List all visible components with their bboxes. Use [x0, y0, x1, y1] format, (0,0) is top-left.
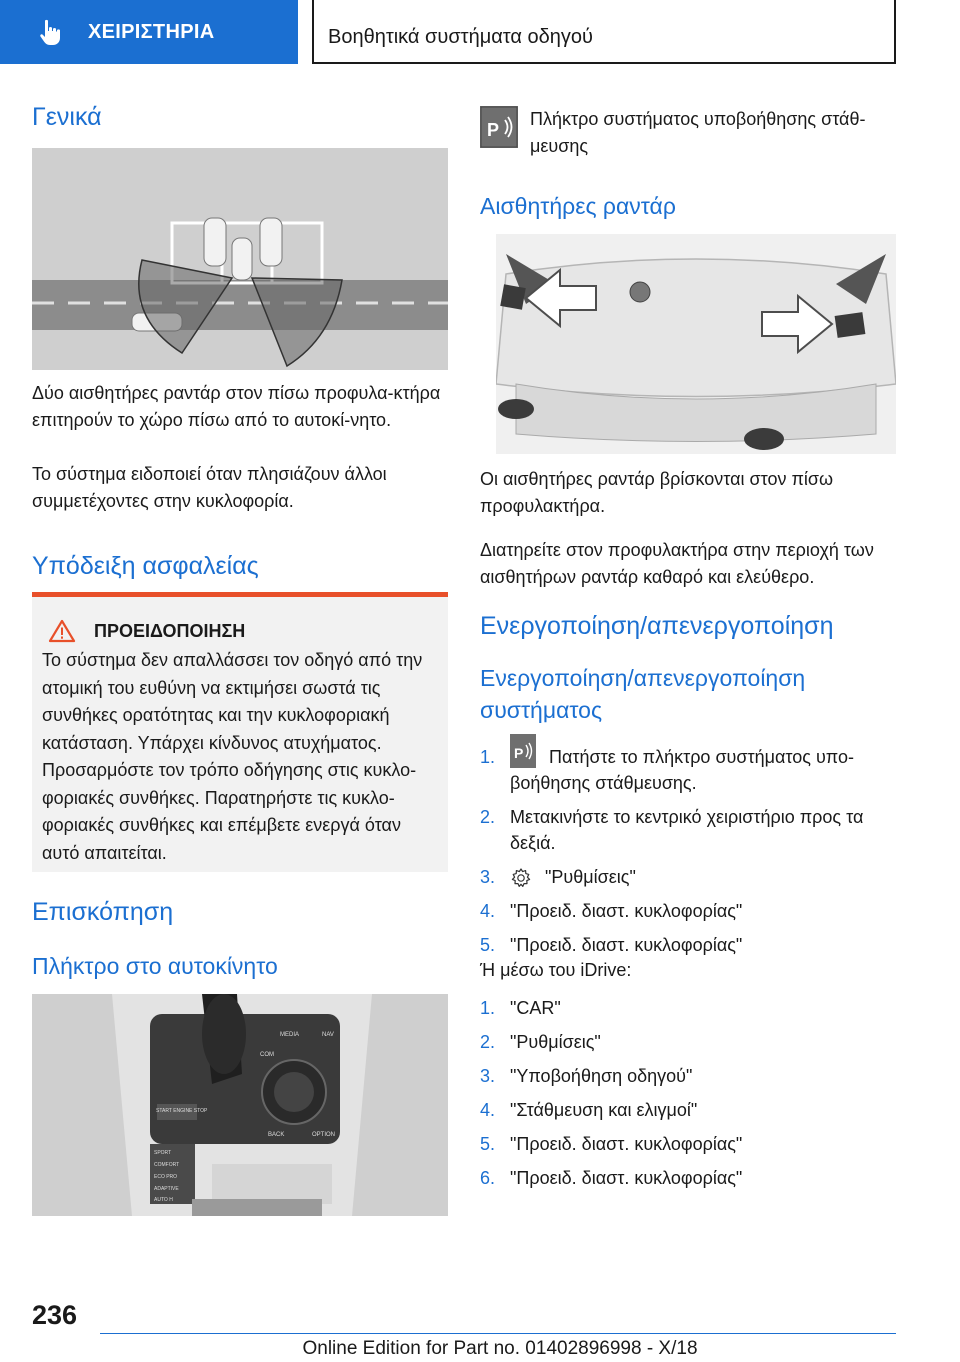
step-text: Πατήστε το πλήκτρο συστήματος υπο-βοήθησης στάθμευσης.: [510, 747, 854, 793]
step-number: 3.: [480, 867, 496, 887]
page-number: 236: [32, 1300, 78, 1330]
step-number: 4.: [480, 901, 496, 921]
list-item: [480, 1063, 896, 1089]
svg-text:P: P: [487, 120, 500, 140]
console-label-eco-pro: ECO PRO: [154, 1174, 178, 1180]
list-item: [480, 932, 896, 958]
console-label-sport: SPORT: [154, 1150, 172, 1156]
list-item: [480, 1131, 896, 1157]
console-label-auto-h: AUTO H: [154, 1197, 173, 1203]
step-text: "Προειδ. διαστ. κυκλοφορίας": [510, 935, 743, 955]
console-label-media: MEDIA: [280, 1032, 300, 1038]
step-number: 2.: [480, 807, 496, 827]
caption-park-assist-button: Πλήκτρο συστήματος υποβοήθησης στάθ-μευσης: [530, 109, 866, 156]
step-number: 6.: [480, 1168, 496, 1188]
console-label-com: COM: [260, 1052, 274, 1058]
step-text: "Ρυθμίσεις": [545, 867, 636, 887]
list-item: [480, 1029, 896, 1055]
step-text: "Προειδ. διαστ. κυκλοφορίας": [510, 1134, 743, 1154]
console-label-adaptive: ADAPTIVE: [154, 1186, 179, 1192]
warning-title-row: [48, 619, 436, 643]
illustration-parking-sensors: [32, 148, 448, 370]
paragraph-sensors-location: Οι αισθητήρες ραντάρ βρίσκονται στον πίσω προφυλακτήρα.: [480, 469, 834, 516]
heading-activation-system: Ενεργοποίηση/απενεργοποίηση συστήματος: [480, 665, 806, 723]
illustration-rear-bumper: [496, 234, 896, 454]
list-item: [480, 995, 896, 1021]
list-item: [480, 898, 896, 924]
list-item: [480, 1097, 896, 1123]
step-number: 5.: [480, 1134, 496, 1154]
footer-divider: [100, 1333, 896, 1334]
list-item: [480, 1165, 896, 1191]
steps-list-button: [480, 744, 896, 966]
console-label-nav: NAV: [322, 1032, 334, 1038]
list-item: [480, 864, 896, 890]
console-label-back: BACK: [268, 1132, 285, 1138]
console-label-comfort: COMFORT: [154, 1162, 180, 1168]
park-assist-button-icon: [510, 734, 536, 768]
step-number: 5.: [480, 935, 496, 955]
step-text: "Προειδ. διαστ. κυκλοφορίας": [510, 901, 743, 921]
heading-general: Γενικά: [32, 103, 102, 131]
park-assist-button-icon: [480, 106, 518, 148]
paragraph-keep-clean: Διατηρείτε στον προφυλακτήρα στην περιοχή των αισθητήρων ραντάρ καθαρό και ελεύθερο.: [480, 540, 874, 587]
step-text: "Ρυθμίσεις": [510, 1032, 601, 1052]
step-text: "Υποβοήθηση οδηγού": [510, 1066, 693, 1086]
step-text: "CAR": [510, 998, 561, 1018]
heading-activation: Ενεργοποίηση/απενεργοποίηση: [480, 612, 834, 640]
step-number: 4.: [480, 1100, 496, 1120]
heading-overview: Επισκόπηση: [32, 898, 174, 926]
hand-pointer-icon: [36, 17, 66, 47]
section-tab-label: ΧΕΙΡΙΣΤΗΡΙΑ: [88, 20, 215, 43]
list-item: [480, 804, 896, 856]
svg-text:P: P: [514, 745, 524, 762]
console-label-start-stop: START ENGINE STOP: [156, 1108, 208, 1114]
step-number: 1.: [480, 747, 496, 767]
gear-icon: [510, 867, 532, 889]
step-text: "Στάθμευση και ελιγμοί": [510, 1100, 698, 1120]
console-label-option: OPTION: [312, 1132, 336, 1138]
warning-title: ΠΡΟΕΙΔΟΠΟΙΗΣΗ: [94, 620, 246, 641]
warning-box: [32, 592, 448, 872]
steps-list-idrive: [480, 995, 896, 1199]
list-item: [480, 744, 896, 796]
paragraph-radar-intro: Δύο αισθητήρες ραντάρ στον πίσω προφυλα-κτήρα επιτηρούν το χώρο πίσω από το αυτοκί-νητο.: [32, 383, 441, 430]
step-text: Μετακινήστε το κεντρικό χειριστήριο προς τα δεξιά.: [510, 807, 864, 853]
chapter-title: Βοηθητικά συστήματα οδηγού: [312, 0, 896, 64]
heading-safety: Υπόδειξη ασφαλείας: [32, 552, 259, 580]
photo-center-console: [32, 994, 448, 1216]
paragraph-or-idrive: Ή μέσω του iDrive:: [480, 960, 632, 980]
step-number: 1.: [480, 998, 496, 1018]
heading-button-in-car: Πλήκτρο στο αυτοκίνητο: [32, 953, 278, 979]
heading-radar-sensors: Αισθητήρες ραντάρ: [480, 193, 676, 219]
warning-triangle-icon: [48, 619, 76, 643]
section-tab[interactable]: [0, 0, 298, 64]
step-number: 3.: [480, 1066, 496, 1086]
warning-body: Το σύστημα δεν απαλλάσσει τον οδηγό από την ατομική του ευθύνη να εκτιμήσει σωστά τις συνθήκες ορατότητας και την κυκλοφοριακή κατάσταση. Υπάρχει κίνδυνος ατυχήματος. Προσαρμόστε τον τρόπο οδήγησης στις κυκλο-φοριακές συνθήκες. Παρατηρήστε τις κυκλο-φοριακές συνθήκες και επέμβετε ενεργά όταν αυτό απαιτείται.: [42, 650, 423, 863]
step-text: "Προειδ. διαστ. κυκλοφορίας": [510, 1168, 743, 1188]
footer-text: Online Edition for Part no. 01402896998 - X/18: [302, 1338, 698, 1359]
step-number: 2.: [480, 1032, 496, 1052]
paragraph-system-warns: Το σύστημα ειδοποιεί όταν πλησιάζουν άλλοι συμμετέχοντες στην κυκλοφορία.: [32, 464, 387, 511]
